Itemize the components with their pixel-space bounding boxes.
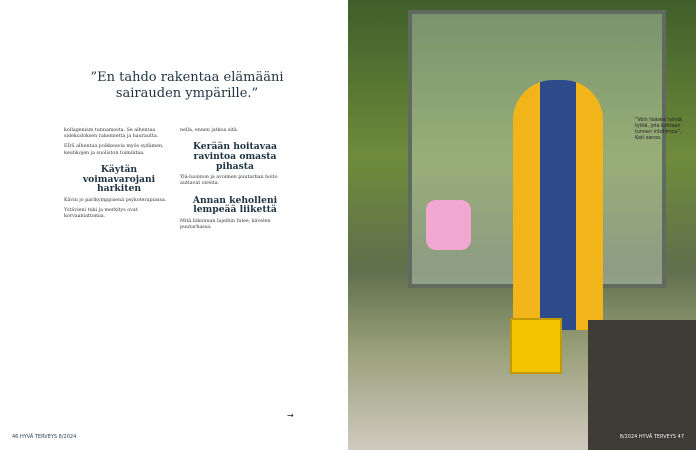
col2-p1: nella, ennen jatkoa sitä. bbox=[180, 128, 239, 133]
col2-p2: Ylä-luonnon ja avoimen puutarhan hoito auttavat oireita. bbox=[180, 175, 278, 187]
raised-planter bbox=[588, 320, 696, 450]
col1-p3: Kävin jo parikymppisenä psykoterapiassa. bbox=[64, 197, 167, 203]
column-1 bbox=[64, 128, 174, 225]
col2-p3: Mitä liikunnan lajeihin tulee, kävelen puutarhassa. bbox=[180, 218, 271, 231]
next-arrow-icon: → bbox=[287, 411, 294, 420]
pull-quote: ”En tahdo rakentaa elämääni sairauden ympärille.” bbox=[90, 70, 284, 102]
col2-heading-2: Annan keholleni lempeää liikettä bbox=[192, 194, 278, 216]
yellow-bucket bbox=[510, 318, 562, 374]
woman-in-garden bbox=[513, 80, 603, 330]
col2-heading-1: Kerään hoitavaa ravintoa omasta pihasta bbox=[193, 141, 277, 172]
photo-caption: ”Voin lisäsesi tehdä työtä, jota kohtaan tunnen intohimoa”, Kati sanoo. bbox=[635, 118, 682, 141]
col1-heading: Käytän voimavarojani harkiten bbox=[82, 163, 156, 195]
col1-p4: Ystävieni tuki ja merkitys ovat korvaamattomia. bbox=[64, 208, 138, 220]
col1-p1: kollagenism tunnamosta. Se alhentaa sidekudoksen rakennetta ja haurautta. bbox=[64, 128, 159, 140]
right-page-photo bbox=[348, 0, 696, 450]
watering-can bbox=[426, 200, 471, 250]
page-footer-right: 8/2024 HYVÄ TERVEYS 47 bbox=[619, 434, 684, 440]
col1-p2: EDS alhentaa poikkeavia myös sydämen, keuhkojen ja suoliston toimintaa. bbox=[64, 144, 164, 156]
column-2 bbox=[180, 128, 290, 235]
page-footer-left: 46 HYVÄ TERVEYS 8/2024 bbox=[12, 434, 77, 440]
